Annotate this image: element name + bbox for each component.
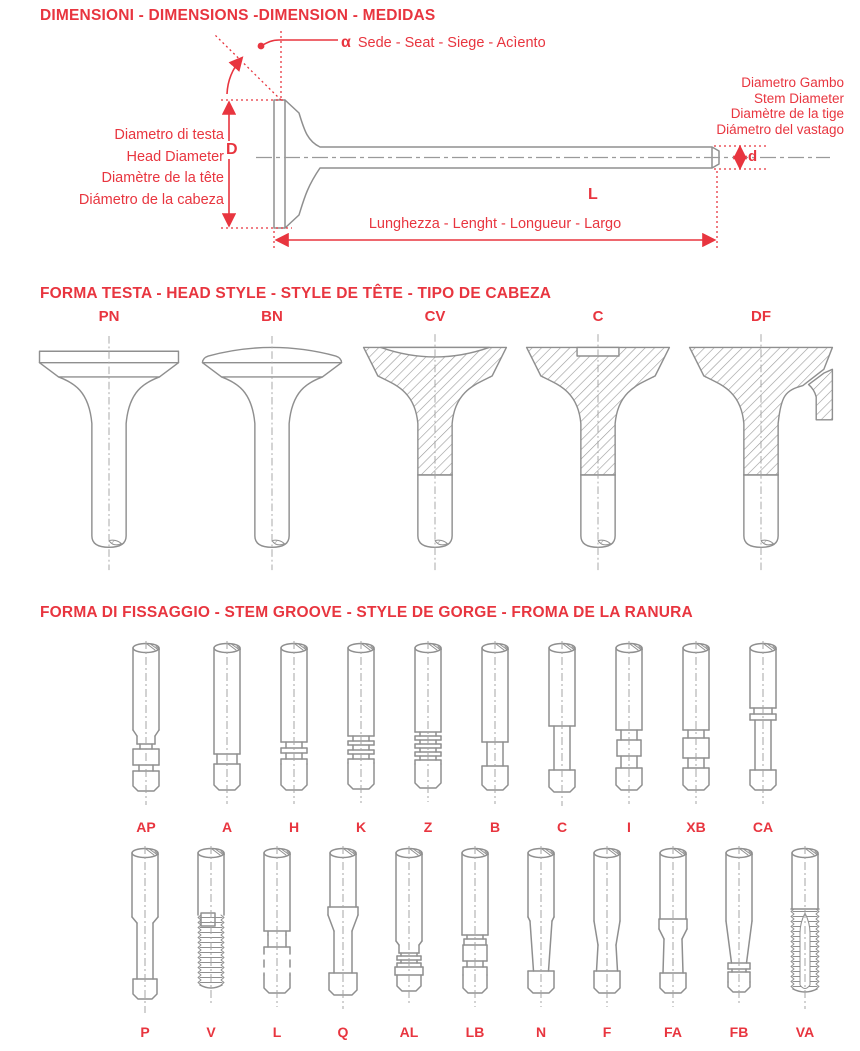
length-symbol: L — [588, 186, 598, 203]
stem-groove-label: C — [556, 819, 568, 835]
stem-groove-label: N — [535, 1024, 547, 1040]
stem-groove-label: AL — [399, 1024, 419, 1040]
stem-groove-label: A — [221, 819, 233, 835]
stem-groove-art-C — [529, 640, 595, 817]
stem-groove-figure-K — [328, 640, 394, 835]
stem-groove-art-K — [328, 640, 394, 817]
stem-groove-figure-F — [574, 845, 640, 1040]
head-style-art-BN — [193, 332, 351, 583]
stem-groove-label: CA — [752, 819, 774, 835]
head-style-figure-DF — [682, 308, 840, 583]
stem-groove-art-I — [596, 640, 662, 817]
stem-groove-figure-FB — [706, 845, 772, 1040]
stem-groove-label: F — [602, 1024, 612, 1040]
head-style-figure-CV — [356, 308, 514, 583]
head-diameter-line: Diametro di testa — [114, 127, 224, 143]
stem-groove-figure-VA — [772, 845, 838, 1040]
stem-diameter-line: Diamètre de la tige — [730, 106, 844, 121]
stem-groove-art-FA — [640, 845, 706, 1022]
stem-groove-figure-N — [508, 845, 574, 1040]
stem-groove-figure-FA — [640, 845, 706, 1040]
stem-groove-figure-B — [462, 640, 528, 835]
head-style-figure-C — [519, 308, 677, 583]
stem-groove-art-AL — [376, 845, 442, 1022]
section-title-dimensions: DIMENSIONI - DIMENSIONS -DIMENSION - MEDIDAS — [40, 7, 436, 24]
stem-groove-figure-C — [529, 640, 595, 835]
stem-groove-label: P — [140, 1024, 150, 1040]
stem-groove-art-H — [261, 640, 327, 817]
head-style-row — [30, 308, 840, 583]
head-style-art-DF — [682, 332, 840, 583]
head-style-art-PN — [30, 332, 188, 583]
stem-groove-label: I — [627, 819, 631, 835]
stem-groove-label: LB — [465, 1024, 485, 1040]
stem-groove-figure-I — [596, 640, 662, 835]
stem-groove-label: FB — [729, 1024, 749, 1040]
head-diameter-label-block — [14, 125, 224, 211]
stem-groove-art-FB — [706, 845, 772, 1022]
stem-diameter-symbol: d — [748, 148, 758, 165]
stem-groove-figure-L — [244, 845, 310, 1040]
head-style-label: DF — [751, 308, 771, 325]
stem-groove-label: XB — [686, 819, 706, 835]
head-diameter-symbol: D — [226, 141, 238, 158]
stem-groove-figure-P — [112, 845, 178, 1040]
stem-groove-art-CA — [730, 640, 796, 817]
head-diameter-line: Head Diameter — [126, 148, 224, 165]
head-diameter-line: Diamètre de la tête — [101, 170, 224, 186]
stem-groove-label: VA — [795, 1024, 815, 1040]
stem-groove-label: B — [489, 819, 501, 835]
stem-groove-label: FA — [664, 1024, 682, 1040]
head-style-label: CV — [424, 308, 446, 325]
seat-leader-line — [261, 40, 338, 46]
section-title-head-styles: FORMA TESTA - HEAD STYLE - STYLE DE TÊTE - TIPO DE CABEZA — [40, 285, 552, 302]
stem-groove-label: AP — [136, 819, 156, 835]
length-label: Lunghezza - Lenght - Longueur - Largo — [368, 216, 622, 232]
stem-groove-row-1 — [113, 640, 796, 835]
stem-groove-figure-Q — [310, 845, 376, 1040]
seat-label: Sede - Seat - Siege - Acìento — [357, 35, 546, 51]
head-diameter-line: Diámetro de la cabeza — [78, 191, 224, 208]
stem-diameter-label-block — [642, 75, 844, 137]
head-style-figure-BN — [193, 308, 351, 583]
alpha-symbol: α — [341, 34, 351, 51]
stem-groove-art-XB — [663, 640, 729, 817]
head-style-art-C — [519, 332, 677, 583]
stem-groove-figure-V — [178, 845, 244, 1040]
stem-groove-art-L — [244, 845, 310, 1022]
stem-groove-art-LB — [442, 845, 508, 1022]
stem-groove-figure-LB — [442, 845, 508, 1040]
head-style-label: C — [592, 308, 604, 325]
stem-diameter-line: Diámetro del vastago — [716, 121, 844, 137]
stem-groove-figure-AL — [376, 845, 442, 1040]
stem-groove-art-A — [194, 640, 260, 817]
stem-groove-art-Q — [310, 845, 376, 1022]
stem-groove-figure-A — [194, 640, 260, 835]
stem-groove-label: L — [272, 1024, 282, 1040]
seat-label-row — [341, 34, 546, 52]
stem-groove-art-V — [178, 845, 244, 1022]
head-style-art-CV — [356, 332, 514, 583]
seat-angle-arc — [227, 59, 241, 94]
head-style-label: PN — [98, 308, 120, 325]
stem-groove-row-2 — [112, 845, 838, 1040]
stem-groove-art-Z — [395, 640, 461, 817]
head-style-label: BN — [261, 308, 283, 325]
section-title-stem-grooves: FORMA DI FISSAGGIO - STEM GROOVE - STYLE DE GORGE - FROMA DE LA RANURA — [40, 604, 693, 621]
stem-diameter-line: Diametro Gambo — [741, 75, 844, 90]
stem-groove-label: Q — [337, 1024, 349, 1040]
stem-groove-art-F — [574, 845, 640, 1022]
stem-groove-art-P — [112, 845, 178, 1022]
stem-groove-label: H — [288, 819, 300, 835]
stem-diameter-line: Stem Diameter — [753, 90, 844, 106]
stem-groove-label: K — [355, 819, 367, 835]
stem-groove-label: V — [206, 1024, 216, 1040]
stem-groove-art-AP — [113, 640, 179, 817]
stem-groove-figure-XB — [663, 640, 729, 835]
valve-head-outline — [274, 100, 285, 228]
stem-groove-figure-CA — [730, 640, 796, 835]
stem-groove-figure-H — [261, 640, 327, 835]
stem-groove-label: Z — [423, 819, 433, 835]
stem-groove-figure-Z — [395, 640, 461, 835]
stem-groove-art-VA — [772, 845, 838, 1022]
head-style-figure-PN — [30, 308, 188, 583]
stem-groove-figure-AP — [113, 640, 179, 835]
stem-groove-art-N — [508, 845, 574, 1022]
stem-groove-art-B — [462, 640, 528, 817]
